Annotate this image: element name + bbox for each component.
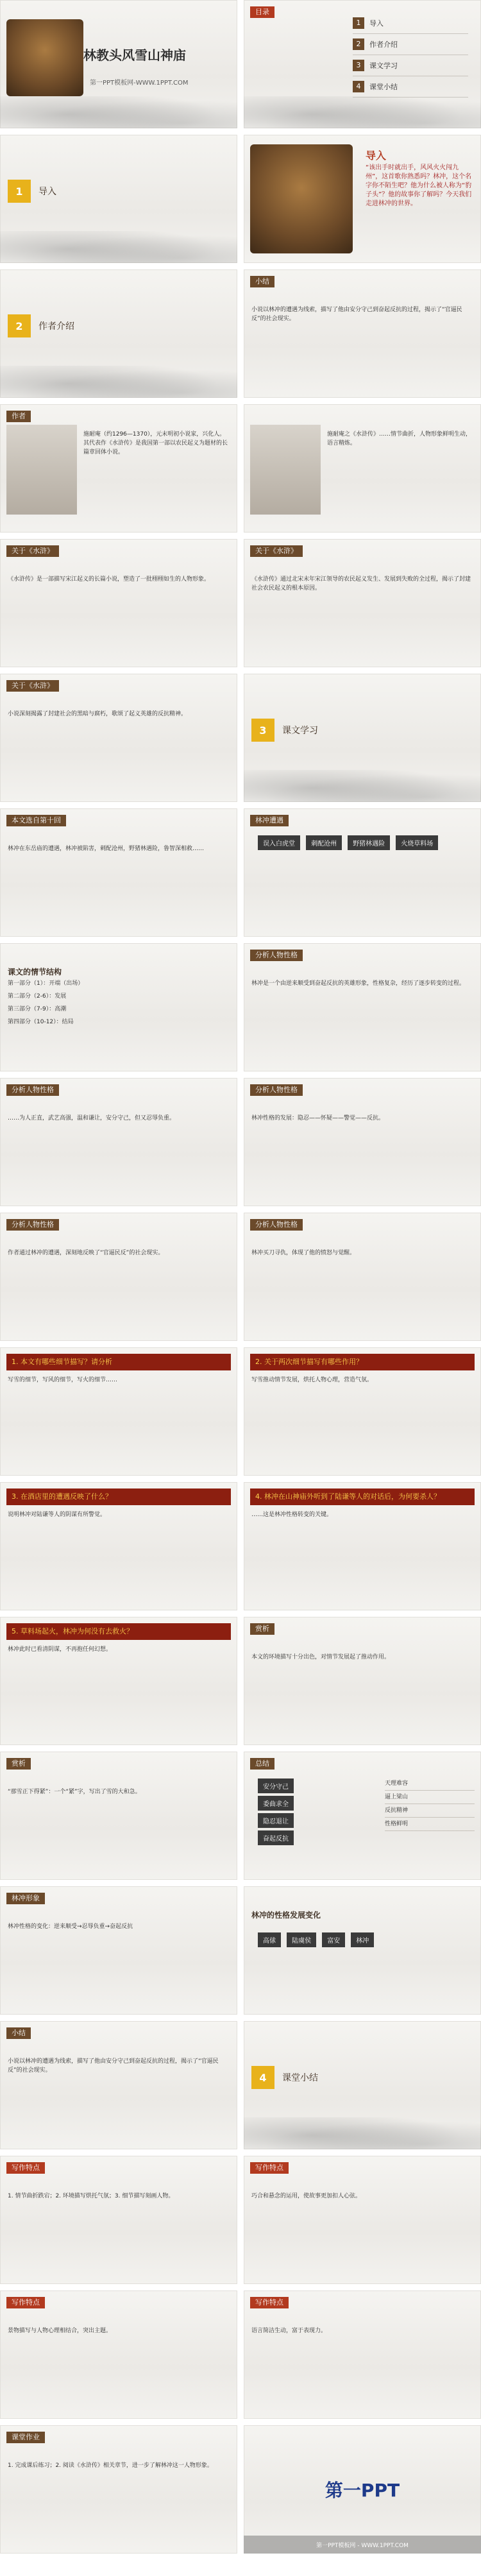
question-title: 2. 关于两次细节描写有哪些作用？ (250, 1354, 475, 1370)
slide-question-4[interactable] (244, 1482, 481, 1610)
slide-about-3[interactable] (0, 674, 237, 802)
writing-label: 写作特点 (6, 2162, 45, 2174)
contents-number: 4 (353, 81, 364, 92)
guide-text: “该出手时就出手，风风火火闯九州”，这首歌你熟悉吗？林冲，这个名字你不陌生吧？他为什么被人称为“豹子头”？他的故事你了解吗？今天我们走进林冲的世界。 (366, 164, 472, 207)
contents-item[interactable] (353, 13, 468, 34)
flow-step: 误入白虎堂 (258, 835, 300, 850)
footer-strip: 第一PPT模板网 - WWW.1PPT.COM (244, 2536, 481, 2554)
cover-title: 林教头风雪山神庙 (83, 47, 186, 63)
contents-item[interactable] (353, 76, 468, 98)
slide-cover[interactable] (0, 0, 237, 128)
encounter-flow (257, 834, 468, 924)
contents-list (353, 13, 468, 98)
question-text: 说明林冲对陆谦等人的阴谋有所警觉。 (8, 1512, 106, 1518)
side-item: 天理难容 (385, 1777, 475, 1791)
question-text: 写雪的细节，写风的细节，写火的细节…… (8, 1377, 118, 1383)
slide-character-2[interactable] (0, 1078, 237, 1206)
lin-chong-text: 林冲性格的变化：逆来顺受→忍辱负重→奋起反抗 (8, 1923, 133, 1930)
homework-text: 1. 完成课后练习；2. 阅读《水浒传》相关章节，进一步了解林冲这一人物形象。 (8, 2462, 213, 2469)
section-number: 1 (8, 180, 31, 203)
analysis-label: 赏析 (6, 1758, 31, 1770)
question-title: 5. 草料场起火，林冲为何没有去救火？ (6, 1623, 231, 1640)
slide-summary-flow[interactable] (244, 1752, 481, 1880)
slide-summary-1[interactable] (244, 269, 481, 398)
slide-writing-2[interactable] (244, 2156, 481, 2284)
ink-mountains (244, 96, 481, 128)
encounter-label: 林冲遭遇 (250, 815, 289, 826)
writing-label: 写作特点 (250, 2297, 289, 2308)
writing-text: 景物描写与人物心理相结合，突出主题。 (8, 2328, 112, 2334)
side-item: 反抗精神 (385, 1804, 475, 1818)
flow-step: 奋起反抗 (258, 1830, 294, 1845)
section-number: 2 (8, 314, 31, 337)
guide-title: 导入 (366, 149, 387, 162)
slide-character-1[interactable] (244, 943, 481, 1071)
summary-flow (257, 1777, 372, 1867)
contents-item-label: 作者介绍 (369, 40, 398, 49)
question-text: 林冲此时已看清阴谋，不再抱任何幻想。 (8, 1646, 112, 1653)
summary-text: 小说以林冲的遭遇为线索，描写了他由安分守己到奋起反抗的过程，揭示了“官逼民反”的社会现实。 (8, 2058, 219, 2074)
author-text: 施耐庵（约1296—1370），元末明初小说家，兴化人。其代表作《水浒传》是我国第一部以农民起义为题材的长篇章回体小说。 (83, 431, 228, 456)
author-text: 施耐庵之《水浒传》……情节曲折，人物形象鲜明生动，语言精炼。 (327, 431, 472, 447)
side-item: 性格鲜明 (385, 1818, 475, 1831)
question-title: 4. 林冲在山神庙外听到了陆谦等人的对话后，为何要杀人？ (250, 1488, 475, 1505)
side-item: 逼上梁山 (385, 1791, 475, 1804)
slide-section-1[interactable] (0, 135, 237, 263)
slide-lesson-1[interactable] (0, 808, 237, 937)
about-label: 关于《水浒》 (6, 680, 59, 692)
ink-mountains (244, 2117, 481, 2149)
writing-text: 1. 情节曲折跌宕；2. 环境描写烘托气氛；3. 细节描写刻画人物。 (8, 2193, 174, 2199)
slide-end[interactable] (244, 2425, 481, 2554)
lin-chong-label: 林冲形象 (6, 1893, 45, 1904)
slide-writing-1[interactable] (0, 2156, 237, 2284)
lesson-text: 林冲在东岳庙的遭遇，林冲被陷害，刺配沧州，野猪林遇险，鲁智深相救…… (8, 846, 205, 852)
contents-item-label: 导入 (369, 19, 384, 28)
slide-section-2[interactable] (0, 269, 237, 398)
slide-guide[interactable] (244, 135, 481, 263)
slide-encounter[interactable] (244, 808, 481, 937)
question-text: 写雪推动情节发展，烘托人物心理，营造气氛。 (251, 1377, 373, 1383)
character-label: 分析人物性格 (6, 1084, 59, 1096)
section-label: 作者介绍 (38, 321, 74, 332)
slide-structure[interactable] (0, 943, 237, 1071)
character-label: 分析人物性格 (250, 950, 303, 961)
contents-number: 3 (353, 60, 364, 71)
slide-question-1[interactable] (0, 1347, 237, 1476)
flow-step: 高俅 (258, 1932, 281, 1947)
structure-item: 第三部分（7-9）：高潮 (8, 1006, 67, 1012)
summary-flow-label: 总结 (250, 1758, 274, 1770)
contents-label: 目录 (250, 6, 274, 18)
hero-illustration (6, 19, 83, 96)
structure-list (8, 979, 230, 1065)
contents-number: 1 (353, 17, 364, 29)
character-text: 作者通过林冲的遭遇，深刻地反映了“官逼民反”的社会现实。 (8, 1250, 164, 1256)
cover-subtitle: 第一PPT模板网-WWW.1PPT.COM (90, 80, 189, 87)
flow-step: 陆虞侯 (287, 1932, 316, 1947)
flow-step: 富安 (322, 1932, 345, 1947)
character-label: 分析人物性格 (6, 1219, 59, 1231)
structure-item: 第四部分（10-12）：结局 (8, 1019, 74, 1025)
slide-analysis-1[interactable] (244, 1617, 481, 1745)
writing-label: 写作特点 (250, 2162, 289, 2174)
analysis-text: 本文的环境描写十分出色，对情节发展起了推动作用。 (251, 1654, 391, 1660)
slide-writing-3[interactable] (0, 2290, 237, 2419)
character-label: 分析人物性格 (250, 1084, 303, 1096)
author-portrait (250, 425, 321, 515)
character-text: 林冲是一个由逆来顺受到奋起反抗的英雄形象，性格复杂，经历了逐步转变的过程。 (251, 980, 466, 987)
flow-step: 林冲 (351, 1932, 374, 1947)
flow-step: 委曲求全 (258, 1796, 294, 1811)
slide-question-2[interactable] (244, 1347, 481, 1476)
ink-mountains (0, 366, 237, 398)
slide-analysis-2[interactable] (0, 1752, 237, 1880)
slide-section-3[interactable] (244, 674, 481, 802)
question-title: 3. 在酒店里的遭遇反映了什么？ (6, 1488, 231, 1505)
flow-step: 安分守己 (258, 1778, 294, 1793)
summary-text: 小说以林冲的遭遇为线索，描写了他由安分守己到奋起反抗的过程，揭示了“官逼民反”的社会现实。 (251, 307, 462, 322)
character-text: ……为人正直，武艺高强，温和谦让，安分守己，但又忍辱负重。 (8, 1115, 176, 1122)
slide-author-2[interactable] (244, 404, 481, 533)
homework-label: 课堂作业 (6, 2432, 45, 2443)
question-text: ……这是林冲性格转变的关键。 (251, 1512, 333, 1518)
writing-text: 语言简洁生动，富于表现力。 (251, 2328, 327, 2334)
slide-author-1[interactable] (0, 404, 237, 533)
summary-label: 小结 (250, 276, 274, 287)
about-label: 关于《水浒》 (6, 545, 59, 557)
section-number: 4 (251, 2066, 274, 2089)
section-label: 导入 (38, 187, 56, 197)
slide-question-5[interactable] (0, 1617, 237, 1745)
writing-label: 写作特点 (6, 2297, 45, 2308)
flow-step: 火烧草料场 (396, 835, 438, 850)
slide-character-3[interactable] (244, 1078, 481, 1206)
analysis-text: “那雪正下得紧”：一个“紧”字，写出了雪的大和急。 (8, 1789, 141, 1795)
slide-summary-2[interactable] (0, 2021, 237, 2149)
flow-step: 隐忍退让 (258, 1813, 294, 1828)
section-label: 课堂小结 (282, 2073, 318, 2083)
summary-label: 小结 (6, 2027, 31, 2039)
slide-development[interactable] (244, 1886, 481, 2015)
slide-contents[interactable] (244, 0, 481, 128)
contents-item[interactable] (353, 55, 468, 76)
slide-about-2[interactable] (244, 539, 481, 667)
character-text: 林冲性格的发展：隐忍——怀疑——警觉——反抗。 (251, 1115, 385, 1122)
structure-item: 第一部分（1）：开端（出场） (8, 980, 84, 987)
ink-mountains (244, 770, 481, 802)
question-title: 1. 本文有哪些细节描写？请分析 (6, 1354, 231, 1370)
writing-text: 巧合和悬念的运用，使故事更加扣人心弦。 (251, 2193, 362, 2199)
about-text: 《水浒传》是一部描写宋江起义的长篇小说，塑造了一批栩栩如生的人物形象。 (8, 576, 210, 583)
flow-step: 刺配沧州 (306, 835, 342, 850)
ink-mountains (0, 96, 237, 128)
slide-section-4[interactable] (244, 2021, 481, 2149)
structure-item: 第二部分（2-6）：发展 (8, 993, 67, 1000)
slide-question-3[interactable] (0, 1482, 237, 1610)
slide-character-5[interactable] (244, 1213, 481, 1341)
slide-lin-chong[interactable] (0, 1886, 237, 2015)
slide-about-1[interactable] (0, 539, 237, 667)
development-label: 林冲的性格发展变化 (251, 1911, 321, 1920)
development-flow (257, 1931, 468, 2002)
section-number: 3 (251, 719, 274, 742)
section-label: 课文学习 (282, 726, 318, 736)
ppt-logo: 第一PPT (325, 2480, 400, 2501)
contents-item-label: 课堂小结 (369, 83, 398, 91)
contents-item-label: 课文学习 (369, 62, 398, 70)
character-label: 分析人物性格 (250, 1219, 303, 1231)
contents-item[interactable] (353, 34, 468, 55)
slide-character-4[interactable] (0, 1213, 237, 1341)
structure-label: 课文的情节结构 (8, 968, 62, 977)
analysis-label: 赏析 (250, 1623, 274, 1635)
lesson-label: 本文选自第十回 (6, 815, 66, 826)
author-label: 作者 (6, 411, 31, 422)
about-text: 《水浒传》通过北宋末年宋江领导的农民起义发生、发展到失败的全过程，揭示了封建社会农民起义的根本原因。 (251, 576, 471, 592)
about-text: 小说深刻揭露了封建社会的黑暗与腐朽，歌颂了起义英雄的反抗精神。 (8, 711, 187, 717)
character-text: 林冲买刀寻仇，体现了他的愤怒与觉醒。 (251, 1250, 356, 1256)
about-label: 关于《水浒》 (250, 545, 303, 557)
author-portrait (6, 425, 77, 515)
guide-illustration (250, 144, 353, 253)
summary-side-list (385, 1777, 475, 1831)
slide-writing-4[interactable] (244, 2290, 481, 2419)
slide-homework[interactable] (0, 2425, 237, 2554)
ink-mountains (0, 231, 237, 263)
contents-number: 2 (353, 38, 364, 50)
flow-step: 野猪林遇险 (348, 835, 390, 850)
